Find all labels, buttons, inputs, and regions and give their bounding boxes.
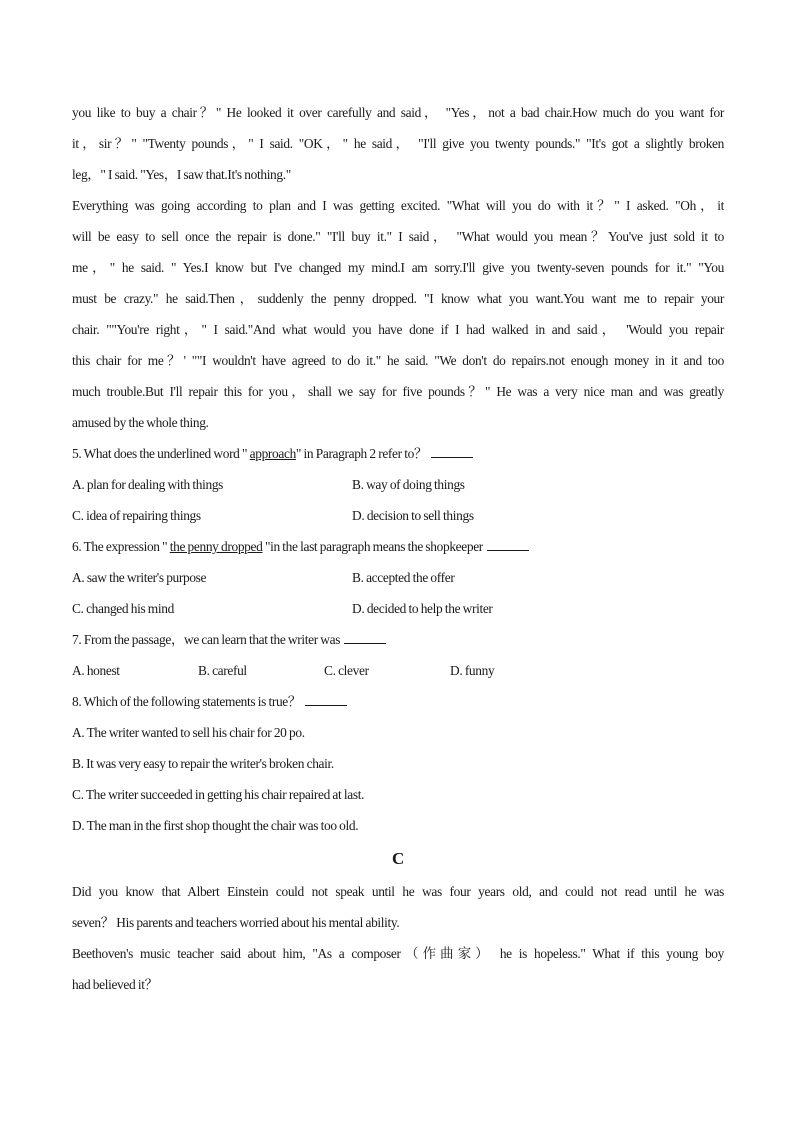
answer-blank[interactable] [305, 693, 347, 706]
passage-line: you like to buy a chair？" He looked it over carefully and said， "Yes，not a bad chair.How much do you want for [72, 105, 724, 120]
option-c[interactable]: C. clever [324, 663, 369, 678]
question-5 [72, 438, 724, 531]
answer-blank[interactable] [431, 445, 473, 458]
stem-text: 6. The expression " [72, 539, 170, 554]
option-d[interactable]: D. decision to sell things [352, 508, 474, 523]
option-c[interactable]: C. The writer succeeded in getting his chair repaired at last. [72, 787, 365, 802]
option-a[interactable]: A. The writer wanted to sell his chair for 20 po. [72, 725, 305, 740]
passage-line: leg，" I said. "Yes，I saw that.It's nothing." [72, 167, 291, 182]
option-b[interactable]: B. way of doing things [352, 477, 465, 492]
page-content [72, 97, 724, 1000]
passage-line: had believed it？ [72, 977, 158, 992]
option-b[interactable]: B. It was very easy to repair the writer's broken chair. [72, 756, 334, 771]
question-stem [72, 624, 724, 655]
section-heading: C [392, 849, 404, 868]
option-d[interactable]: D. The man in the first shop thought the chair was too old. [72, 818, 359, 833]
passage-line: this chair for me？' ""I wouldn't have agreed to do it." he said. "We don't do repairs.not enough money in it and too [72, 353, 724, 368]
question-stem [72, 531, 724, 562]
option-a[interactable]: A. honest [72, 663, 120, 678]
option-row [72, 562, 724, 593]
option-a[interactable]: A. saw the writer's purpose [72, 570, 207, 585]
answer-blank[interactable] [487, 538, 529, 551]
option-d[interactable]: D. decided to help the writer [352, 601, 493, 616]
stem-text: "in the last paragraph means the shopkeeper [262, 539, 483, 554]
passage-line: amused by the whole thing. [72, 415, 209, 430]
passage-line: Did you know that Albert Einstein could not speak until he was four years old, and could not read until he was [72, 884, 724, 899]
question-7 [72, 624, 724, 686]
passage-line: me，" he said. " Yes.I know but I've changed my mind.I am sorry.I'll give you twenty-seven pounds for it." "You [72, 260, 724, 275]
option-row [72, 655, 724, 686]
option-a[interactable]: A. plan for dealing with things [72, 477, 224, 492]
answer-blank[interactable] [344, 631, 386, 644]
option-row [72, 593, 724, 624]
passage-line: much trouble.But I'll repair this for you，shall we say for five pounds？" He was a very nice man and was greatly [72, 384, 724, 399]
underlined-phrase: the penny dropped [169, 539, 263, 554]
option-c[interactable]: C. changed his mind [72, 601, 174, 616]
option-c[interactable]: C. idea of repairing things [72, 508, 201, 523]
question-8 [72, 686, 724, 841]
question-stem [72, 686, 724, 717]
passage-line: will be easy to sell once the repair is done." "I'll buy it." I said， "What would you mean？You've just sold it to [72, 229, 724, 244]
stem-text: 8. Which of the following statements is true？ [72, 694, 301, 709]
passage-line: Beethoven's music teacher said about him, "As a composer（作曲家） he is hopeless." What if this young boy [72, 946, 724, 961]
underlined-word: approach [249, 446, 296, 461]
stem-text: " in Paragraph 2 refer to？ [295, 446, 427, 461]
passage-b [72, 97, 724, 438]
passage-line: it，sir？" "Twenty pounds，" I said. "OK，" he said， "I'll give you twenty pounds." "It's got a slightly broken [72, 136, 724, 151]
passage-line: must be crazy." he said.Then，suddenly the penny dropped. "I know what you want.You want me to repair your [72, 291, 724, 306]
option-row [72, 500, 724, 531]
question-6 [72, 531, 724, 624]
passage-line: Everything was going according to plan and I was getting excited. "What will you do with it？" I asked. "Oh，it [72, 198, 724, 213]
option-b[interactable]: B. careful [198, 663, 247, 678]
passage-line: chair. ""You're right，" I said."And what would you have done if I had walked in and said， 'Would you repair [72, 322, 724, 337]
stem-text: 7. From the passage，we can learn that the writer was [72, 632, 341, 647]
option-d[interactable]: D. funny [450, 663, 495, 678]
question-stem [72, 438, 724, 469]
passage-c [72, 876, 724, 1000]
option-b[interactable]: B. accepted the offer [352, 570, 455, 585]
option-row [72, 469, 724, 500]
passage-line: seven？ His parents and teachers worried about his mental ability. [72, 915, 400, 930]
stem-text: 5. What does the underlined word " [72, 446, 250, 461]
